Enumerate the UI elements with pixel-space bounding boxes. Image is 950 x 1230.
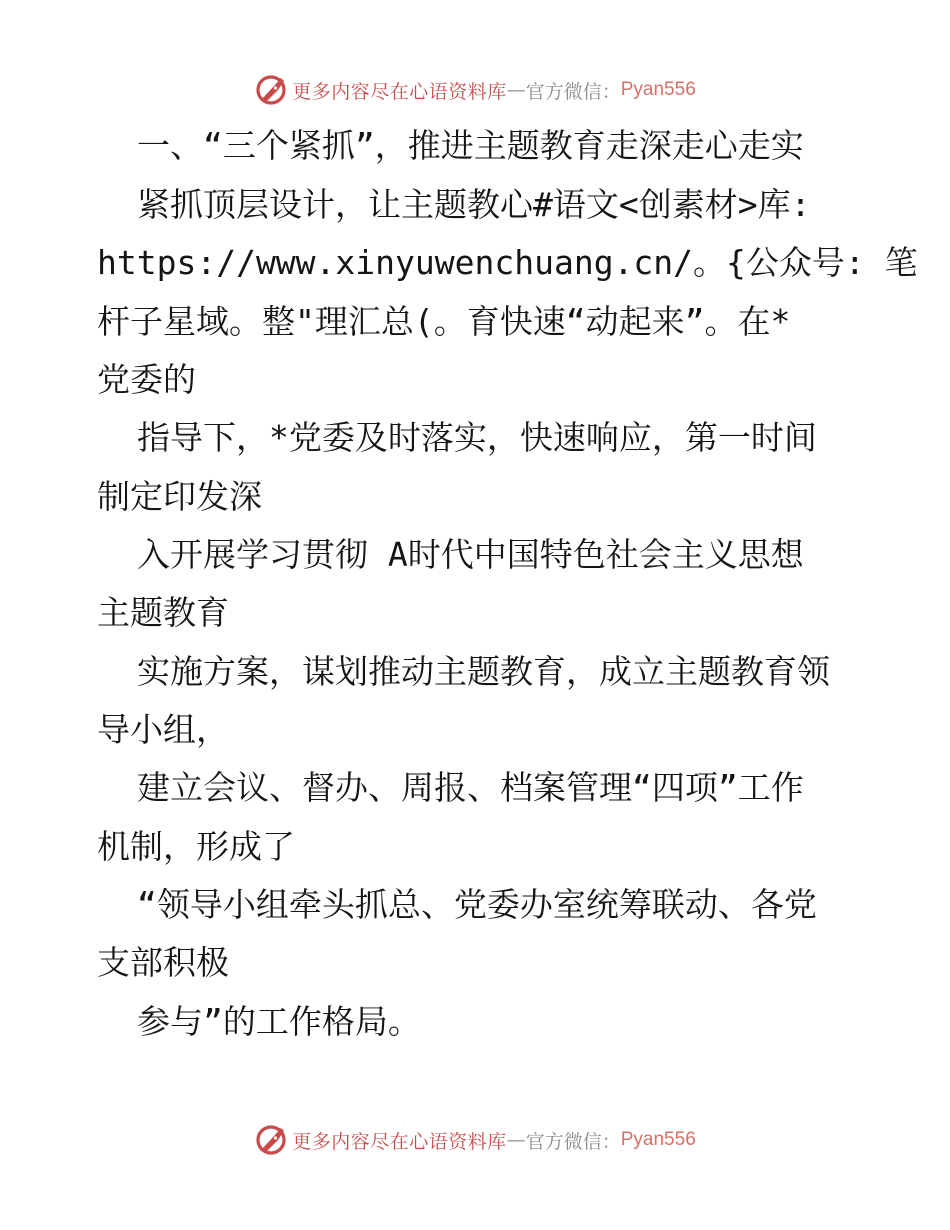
text-line: “领导小组牵头抓总、党委办室统筹联动、各党	[137, 885, 817, 924]
text-line: 制定印发深	[97, 477, 262, 516]
banner-wechat-id: Pyan556	[620, 1129, 696, 1150]
banner-wechat-id: Pyan556	[620, 79, 696, 100]
text-line: 支部积极	[97, 943, 229, 982]
text-line: 导小组，	[97, 710, 229, 749]
banner-main-text: 更多内容尽在心语资料库	[292, 80, 507, 103]
banner-dash: —	[506, 79, 526, 101]
footer-banner	[0, 1120, 950, 1160]
text-line: 紧抓顶层设计，让主题教心#语文<创素材>库:	[137, 185, 811, 224]
text-line: 机制，形成了	[97, 827, 295, 866]
banner-wechat-label: 官方微信：	[525, 80, 621, 103]
text-line: 实施方案，谋划推动主题教育，成立主题教育领	[137, 652, 830, 691]
text-line: https://www.xinyuwenchuang.cn/。{公众号: 笔	[97, 243, 918, 282]
heading-line: 一、“三个紧抓”，推进主题教育走深走心走实	[137, 126, 804, 165]
banner-wechat-label: 官方微信：	[525, 1130, 621, 1153]
banner-main-text: 更多内容尽在心语资料库	[292, 1130, 507, 1153]
pen-nib-circle-icon	[254, 1123, 288, 1157]
banner-dash: —	[506, 1129, 526, 1151]
text-line: 建立会议、督办、周报、档案管理“四项”工作	[137, 768, 804, 807]
text-line: 指导下，*党委及时落实，快速响应，第一时间	[137, 418, 817, 457]
text-line: 杆子星域。整"理汇总(。育快速“动起来”。在*	[97, 302, 791, 341]
text-line: 党委的	[97, 360, 196, 399]
text-line: 入开展学习贯彻 A时代中国特色社会主义思想	[137, 535, 804, 574]
text-line: 参与”的工作格局。	[137, 1002, 421, 1041]
text-line: 主题教育	[97, 593, 229, 632]
